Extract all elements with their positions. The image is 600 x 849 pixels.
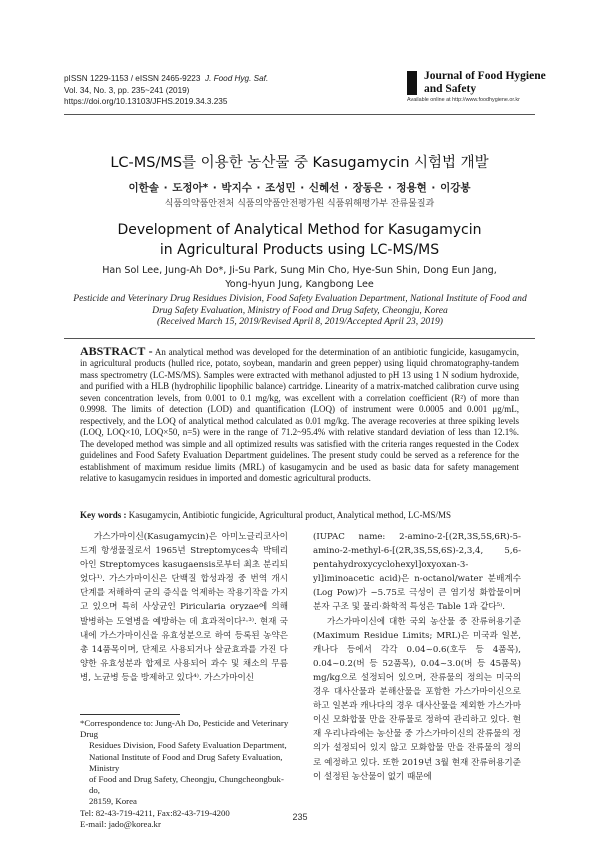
title-english-line2: in Agricultural Products using LC-MS/MS xyxy=(159,242,440,258)
footnote-email[interactable]: E-mail: jado@korea.kr xyxy=(80,818,161,829)
abstract-body: An analytical method was developed for the determination of an antibiotic fungicide, kasugamycin, in agricultural products (hulled rice, potato, soybean, mandarin and green pepper) using liquid chromatography-tandem mass spectrometry (LC-MS/MS). Samples were extracted with methanol adjusted to pH 13 using 1 N sodium hydroxide, and purified with a HLB (hydrophilic lipophilic balance) cartridge. Linearity of a matrix-matched calibration curve using seven concentration levels, from 0.001 to 0.1 mg/kg, was excellent with a correlation coefficient (R²) of more than 0.9998. The limits of detection (LOD) and quantification (LOQ) of instrument were 0.0005 and 0.001 μg/mL, respectively, and the LOQ of analytical method calculated as 0.01 mg/kg. The average recoveries at three spiking levels (LOQ, LOQ×10, LOQ×50, n=5) were in the range of 71.2~95.4% with relative standard deviation of less than 12.1%. The developed method was simple and all optimized results was satisfied with the criteria ranges requested in the Codex guidelines and Food Safety Evaluation Department guidelines. The present study could be served as a reference for the establishment of maximum residue limits (MRL) of kasugamycin and be used as basic data for safety management relative to kasugamycin residues in imported and domestic agricultural products. xyxy=(80,347,519,483)
footnote-line: of Food and Drug Safety, Cheongju, Chungcheongbuk-do, xyxy=(89,774,284,796)
journal-abbrev: J. Food Hyg. Saf. xyxy=(204,74,269,83)
body-paragraph: 가스가마이신(Kasugamycin)은 아미노글리코사이드계 항생물질로서 1965년 Streptomyces속 박테리아인 Streptomyces kasugaensis로부터 최초 분리되었다¹⁾. 가스가마이신은 단백질 합성과정 중 번역 개시 단계를 저해하여 균의 증식을 억제하는 작용기작을 가지고 있으며 특히 사상균인 Piricularia oryzae에 의해 발병하는 도열병을 예방하는 데 효과적이다²·³⁾. 현재 국내에 가스가마이신을 유효성분으로 하여 등록된 농약은 총 14품목이며, 단제로 사용되거나 살균효과를 가진 다양한 유효성분과 합제로 사용되어 과수 및 채소의 무름병, 노균병 등을 방제하고 있다⁴⁾. 가스가마이신 xyxy=(80,532,288,683)
logo-mark-icon xyxy=(407,71,417,95)
abstract-heading: ABSTRACT - xyxy=(80,344,153,358)
footnote-line: National Institute of Food and Drug Safety Evaluation, Ministry xyxy=(89,751,283,773)
keywords-label: Key words : xyxy=(80,510,127,520)
affiliation-english-line1: Pesticide and Veterinary Drug Residues Division, Food Safety Evaluation Department, National Institute of Food and xyxy=(73,293,527,304)
header-rule xyxy=(64,114,535,115)
footnote-line: 28159, Korea xyxy=(89,796,137,807)
body-column-left xyxy=(80,530,288,685)
title-english-line1: Development of Analytical Method for Kasugamycin xyxy=(117,222,482,238)
received-dates: (Received March 15, 2019/Revised April 8, 2019/Accepted April 23, 2019) xyxy=(157,316,443,327)
title-english xyxy=(64,220,535,260)
authors-korean: 이한솔 · 도정아* · 박지수 · 조성민 · 신혜선 · 장동은 · 정용현 · 이강봉 xyxy=(128,182,471,194)
body-column-right xyxy=(313,530,521,784)
authors-english-line2: Yong-hyun Jung, Kangbong Lee xyxy=(225,279,374,290)
affiliation-english xyxy=(40,293,560,328)
journal-header-info xyxy=(64,73,268,108)
logo-title-line1: Journal of Food Hygiene xyxy=(424,70,546,82)
footnote-contact-phone: Tel: 82-43-719-4211, Fax:82-43-719-4200 xyxy=(80,807,230,818)
abstract-top-rule xyxy=(64,338,535,339)
page-number: 235 xyxy=(292,812,308,822)
keywords-list: Kasugamycin, Antibiotic fungicide, Agricultural product, Analytical method, LC-MS/MS xyxy=(128,510,451,520)
footnote-line: Residues Division, Food Safety Evaluation Department, xyxy=(89,740,287,751)
authors-english-line1: Han Sol Lee, Jung-Ah Do*, Ji-Su Park, Sung Min Cho, Hye-Sun Shin, Dong Eun Jang, xyxy=(102,265,497,276)
logo-title xyxy=(407,70,557,95)
title-korean: LC-MS/MS를 이용한 농산물 중 Kasugamycin 시험법 개발 xyxy=(110,155,489,171)
footnote-line: *Correspondence to: Jung-Ah Do, Pesticide and Veterinary Drug xyxy=(80,718,289,740)
footnote-rule xyxy=(80,714,180,715)
issn: pISSN 1229-1153 / eISSN 2465-9223 xyxy=(64,74,201,83)
abstract xyxy=(80,346,519,484)
logo-url[interactable]: Available online at http://www.foodhygiene.or.kr xyxy=(407,97,520,103)
affiliation-english-line2: Drug Safety Evaluation, Ministry of Food and Drug Safety, Cheongju, Korea xyxy=(152,304,448,316)
journal-logo xyxy=(407,70,557,103)
volume-line: Vol. 34, No. 3, pp. 235~241 (2019) xyxy=(64,85,190,95)
logo-title-line2: and Safety xyxy=(424,82,477,95)
authors-english xyxy=(64,264,535,292)
affiliation-korean: 식품의약품안전처 식품의약품안전평가원 식품위해평가부 잔류물질과 xyxy=(164,199,435,209)
keywords xyxy=(80,510,540,520)
doi-link[interactable]: https://doi.org/10.13103/JFHS.2019.34.3.235 xyxy=(64,97,228,106)
body-paragraph: (IUPAC name: 2-amino-2-[(2R,3S,5S,6R)-5-amino-2-methyl-6-[(2R,3S,5S,6S)-2,3,4, 5,6-pentahydroxycyclohexyl]oxyoxan-3-yl]iminoacetic acid)은 n-octanol/water 분배계수(Log Pow)가 −5.75로 극성이 큰 염기성 화합물이며 분자 구조 및 물리·화학적 특성은 Table 1과 같다⁵⁾. xyxy=(313,532,521,613)
body-paragraph: 가스가마이신에 대한 국외 농산물 중 잔류허용기준 (Maximum Residue Limits; MRL)은 미국과 일본, 캐나다 등에서 각각 0.04~0.6(호두 등 4품목), 0.04~0.2(버 등 52품목), 0.04~3.0(버 등 45품목) mg/kg으로 설정되어 있으며, 잔류물의 정의는 미국의 경우 대사산물과 분해산물을 포함한 가스가마이신으로 하고 일본과 캐나다의 경우 대사산물을 제외한 가스가마이신 모화합물 만을 잔류물로 정하여 관리하고 있다. 현재 우리나라에는 농산물 중 가스가마이신의 잔류물의 정의가 설정되어 있지 않고 모화합물 만을 잔류물의 정의로 예정하고 있다. 또한 2019년 3월 현재 잔류허용기준이 설정된 농산물이 없기 때문에 xyxy=(313,616,521,782)
